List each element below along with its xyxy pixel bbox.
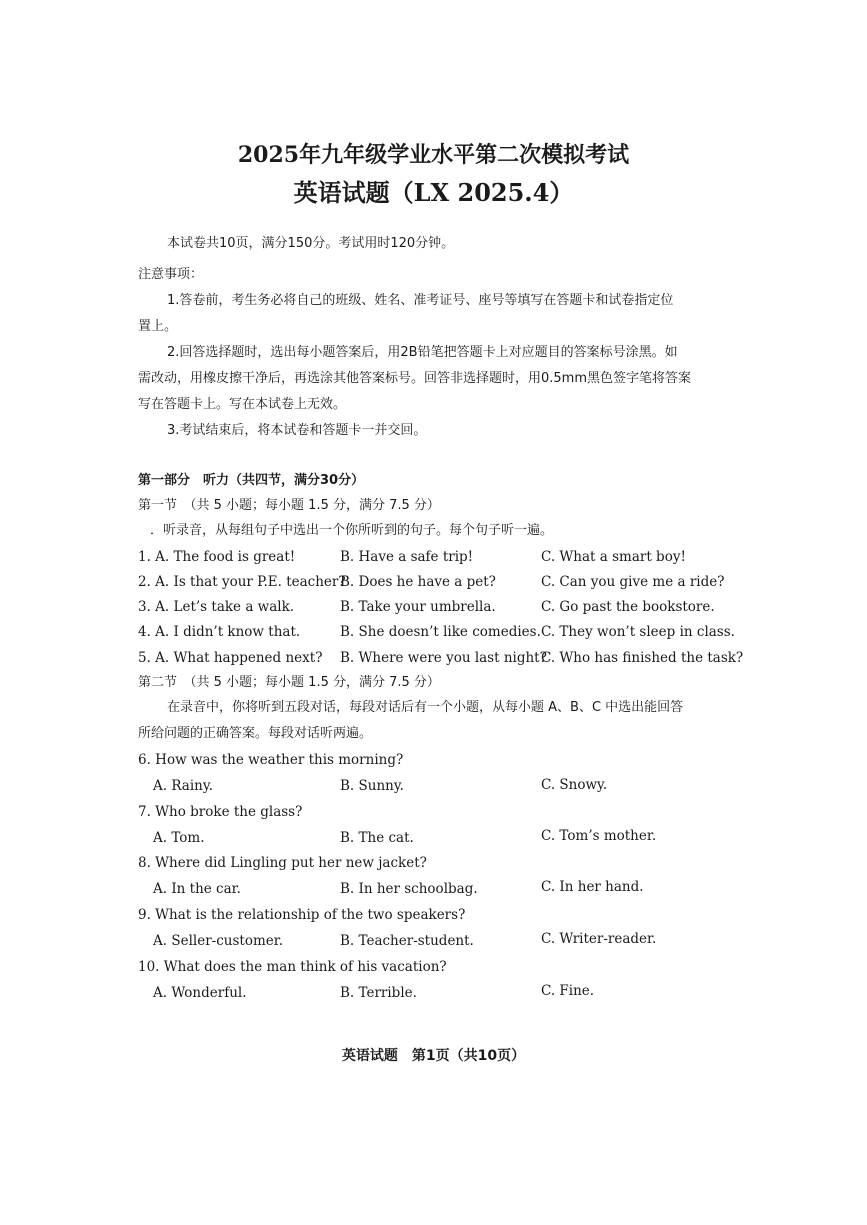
question-10-option-c: C. Fine. xyxy=(541,983,595,999)
item-4-option-c: C. They won’t sleep in class. xyxy=(541,624,735,640)
question-8-option-c: C. In her hand. xyxy=(541,879,644,895)
item-1-option-c: C. What a smart boy! xyxy=(541,549,686,565)
question-9-option-a: A. Seller-customer. xyxy=(153,933,283,949)
item-3-option-a: 3. A. Let’s take a walk. xyxy=(138,599,295,615)
question-9-option-b: B. Teacher-student. xyxy=(340,933,474,949)
item-5-option-a: 5. A. What happened next? xyxy=(138,650,323,666)
item-5-option-b: B. Where were you last night? xyxy=(340,650,547,666)
item-4-option-a: 4. A. I didn’t know that. xyxy=(138,624,301,640)
question-8-option-b: B. In her schoolbag. xyxy=(340,881,478,897)
section2-heading: 第二节 （共 5 小题；每小题 1.5 分，满分 7.5 分） xyxy=(138,675,440,690)
question-9-option-c: C. Writer-reader. xyxy=(541,931,657,947)
question-6-option-c: C. Snowy. xyxy=(541,777,608,793)
question-6-option-a: A. Rainy. xyxy=(153,778,213,794)
question-8: 8. Where did Lingling put her new jacket? xyxy=(138,855,427,871)
question-6: 6. How was the weather this morning? xyxy=(138,752,404,768)
question-10: 10. What does the man think of his vacation? xyxy=(138,959,447,975)
question-7-option-b: B. The cat. xyxy=(340,830,414,846)
exam-title: 2025年九年级学业水平第二次模拟考试 xyxy=(237,142,630,168)
question-6-option-b: B. Sunny. xyxy=(340,778,404,794)
item-3-option-b: B. Take your umbrella. xyxy=(340,599,496,615)
note-1-line-2: 置上。 xyxy=(138,319,178,334)
section2-instruction-line-1: 在录音中，你将听到五段对话，每段对话后有一个小题，从每小题 A、B、C 中选出能回答 xyxy=(167,700,684,715)
question-7-option-c: C. Tom’s mother. xyxy=(541,828,657,844)
note-2-line-3: 写在答题卡上。写在本试卷上无效。 xyxy=(138,397,347,412)
section1-heading: 第一节 （共 5 小题；每小题 1.5 分，满分 7.5 分） xyxy=(138,498,440,513)
note-1-line-1: 1.答卷前，考生务必将自己的班级、姓名、准考证号、座号等填写在答题卡和试卷指定位 xyxy=(167,293,674,308)
item-2-option-a: 2. A. Is that your P.E. teacher? xyxy=(138,574,346,590)
part1-heading: 第一部分 听力（共四节，满分30分） xyxy=(138,473,365,488)
note-3: 3.考试结束后，将本试卷和答题卡一并交回。 xyxy=(167,423,427,438)
item-5-option-c: C. Who has finished the task? xyxy=(541,650,744,666)
question-7: 7. Who broke the glass? xyxy=(138,804,303,820)
page-footer: 英语试题 第1页（共10页） xyxy=(341,1048,526,1064)
item-2-option-b: B. Does he have a pet? xyxy=(340,574,496,590)
question-7-option-a: A. Tom. xyxy=(153,830,205,846)
section2-instruction-line-2: 所给问题的正确答案。每段对话听两遍。 xyxy=(138,726,373,741)
item-3-option-c: C. Go past the bookstore. xyxy=(541,599,715,615)
question-10-option-b: B. Terrible. xyxy=(340,985,417,1001)
question-10-option-a: A. Wonderful. xyxy=(153,985,247,1001)
note-2-line-1: 2.回答选择题时，选出每小题答案后，用2B铅笔把答题卡上对应题目的答案标号涂黑。如 xyxy=(167,345,678,360)
intro-text: 本试卷共10页，满分150分。考试用时120分钟。 xyxy=(167,236,455,251)
exam-subtitle: 英语试题（LX 2025.4） xyxy=(293,178,574,207)
item-4-option-b: B. She doesn’t like comedies. xyxy=(340,624,541,640)
item-1-option-a: 1. A. The food is great! xyxy=(138,549,296,565)
question-9: 9. What is the relationship of the two speakers? xyxy=(138,907,466,923)
question-8-option-a: A. In the car. xyxy=(153,881,241,897)
note-2-line-2: 需改动，用橡皮擦干净后，再选涂其他答案标号。回答非选择题时，用0.5mm黑色签字笔将答案 xyxy=(138,371,692,386)
section1-instruction: ．听录音，从每组句子中选出一个你所听到的句子。每个句子听一遍。 xyxy=(150,523,554,538)
item-2-option-c: C. Can you give me a ride? xyxy=(541,574,725,590)
item-1-option-b: B. Have a safe trip! xyxy=(340,549,474,565)
notes-heading: 注意事项： xyxy=(138,267,204,282)
